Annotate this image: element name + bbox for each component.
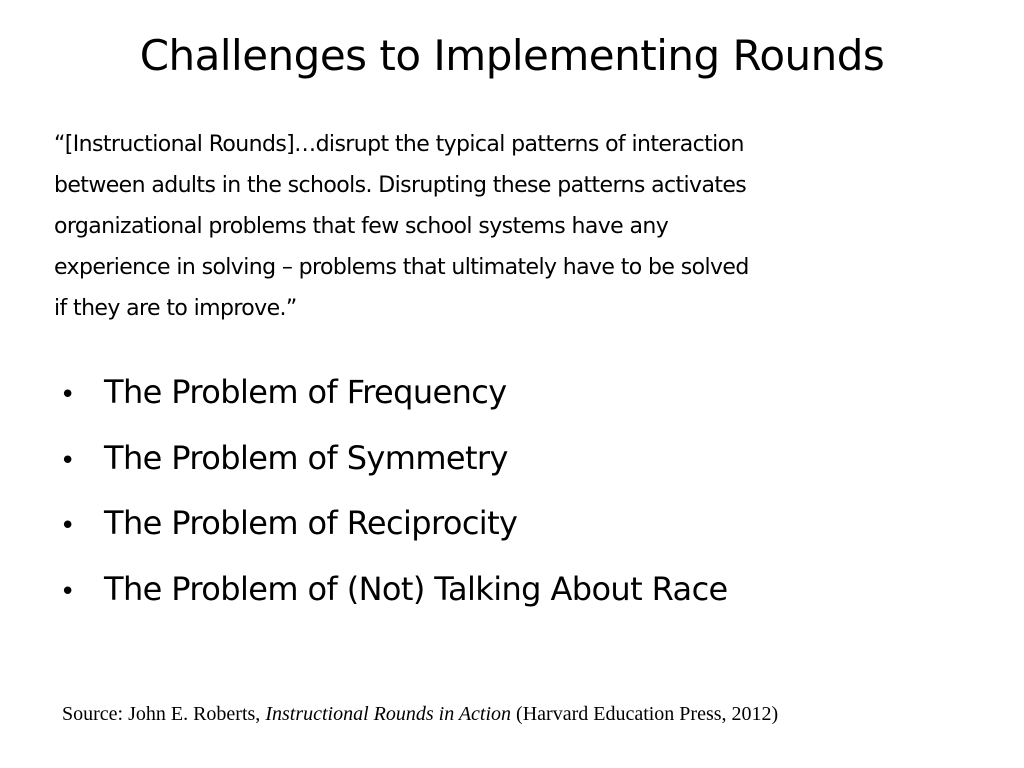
bullet-item (56, 426, 976, 492)
bullet-icon: • (60, 380, 75, 410)
source-citation (62, 700, 1002, 728)
bullet-icon: • (60, 511, 75, 541)
bullet-icon: • (60, 576, 75, 607)
bullet-item (56, 557, 976, 623)
bullet-text: The Problem of (Not) Talking About Race (104, 569, 728, 608)
bullet-item (56, 491, 976, 557)
slide-title: Challenges to Implementing Rounds (139, 31, 885, 80)
bullet-list (56, 360, 976, 622)
source-suffix: (Harvard Education Press, 2012) (511, 703, 779, 725)
source-prefix: Source: John E. Roberts, (62, 703, 266, 725)
bullet-text: The Problem of Symmetry (104, 438, 508, 477)
bullet-text: The Problem of Reciprocity (104, 504, 518, 542)
source-book-title: Instructional Rounds in Action (265, 703, 512, 725)
quote-text: “[Instructional Rounds]…disrupt the typical patterns of interaction between adults in the schools. Disrupting these patterns activates organizational problems that few school systems have any experience in solving – problems that ultimately have to be solved if they are to improve.” (54, 132, 749, 321)
bullet-item (56, 360, 976, 426)
bullet-icon: • (60, 445, 75, 476)
bullet-text: The Problem of Frequency (104, 373, 507, 411)
